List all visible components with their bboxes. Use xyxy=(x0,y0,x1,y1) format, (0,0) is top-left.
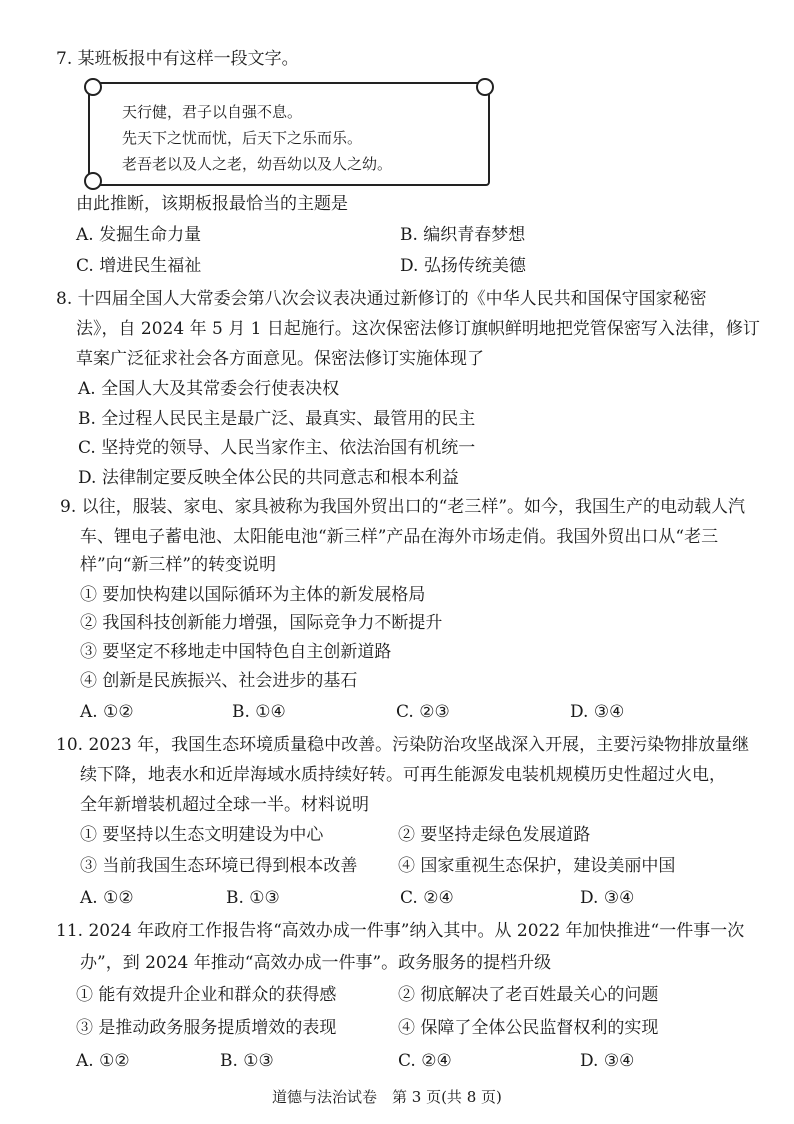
q8-line-2: 法》，自 2024 年 5 月 1 日起施行。这次保密法修订旗帜鲜明地把党管保密写入法律，修订 xyxy=(76,319,760,339)
q7-option-c: C. 增进民生福祉 xyxy=(76,256,202,276)
scroll-line-2: 先天下之忧而忧，后天下之乐而乐。 xyxy=(122,129,363,147)
q11-line-2: 办”，到 2024 年推动“高效办成一件事”。政务服务的提档升级 xyxy=(80,953,552,973)
q10-line-3: 全年新增装机超过全球一半。材料说明 xyxy=(80,795,369,815)
q9-line-2: 车、锂电子蓄电池、太阳能电池“新三样”产品在海外市场走俏。我国外贸出口从“老三 xyxy=(80,527,719,547)
q11-option-c: C. ②④ xyxy=(398,1051,452,1071)
q10-line-2: 续下降，地表水和近岸海域水质持续好转。可再生能源发电装机规模历史性超过火电， xyxy=(80,765,726,785)
q8-option-d: D. 法律制定要反映全体公民的共同意志和根本利益 xyxy=(78,468,459,488)
q10-option-d: D. ③④ xyxy=(580,888,635,908)
q9-statement-3: ③ 要坚定不移地走中国特色自主创新道路 xyxy=(80,642,392,662)
q9-option-d: D. ③④ xyxy=(570,702,625,722)
q7-option-b: B. 编织青春梦想 xyxy=(400,225,526,245)
q9-statement-1: ① 要加快构建以国际循环为主体的新发展格局 xyxy=(80,585,426,605)
q10-line-1: 10. 2023 年，我国生态环境质量稳中改善。污染防治攻坚战深入开展，主要污染物排放量继 xyxy=(56,735,750,755)
q10-statement-1: ① 要坚持以生态文明建设为中心 xyxy=(80,825,324,845)
q9-line-3: 样”向“新三样”的转变说明 xyxy=(80,555,277,575)
q7-option-a: A. 发掘生命力量 xyxy=(76,225,202,245)
q11-statement-3: ③ 是推动政务服务提质增效的表现 xyxy=(76,1018,337,1038)
q9-line-1: 9. 以往，服装、家电、家具被称为我国外贸出口的“老三样”。如今，我国生产的电动载人汽 xyxy=(60,497,746,517)
q11-statement-1: ① 能有效提升企业和群众的获得感 xyxy=(76,985,337,1005)
q8-line-1: 8. 十四届全国人大常委会第八次会议表决通过新修订的《中华人民共和国保守国家秘密 xyxy=(56,289,707,309)
q11-option-d: D. ③④ xyxy=(580,1051,635,1071)
q7-scroll-frame xyxy=(88,82,490,186)
q11-option-a: A. ①② xyxy=(76,1051,130,1071)
q8-line-3: 草案广泛征求社会各方面意见。保密法修订实施体现了 xyxy=(76,349,484,369)
scroll-curl-right-icon xyxy=(476,78,494,96)
q9-statement-4: ④ 创新是民族振兴、社会进步的基石 xyxy=(80,671,358,691)
q10-option-b: B. ①③ xyxy=(226,888,280,908)
q9-statement-2: ② 我国科技创新能力增强，国际竞争力不断提升 xyxy=(80,613,443,633)
q10-option-a: A. ①② xyxy=(80,888,134,908)
q8-option-b: B. 全过程人民民主是最广泛、最真实、最管用的民主 xyxy=(78,409,476,429)
q10-option-c: C. ②④ xyxy=(400,888,454,908)
q11-option-b: B. ①③ xyxy=(220,1051,274,1071)
q10-statement-4: ④ 国家重视生态保护，建设美丽中国 xyxy=(398,856,676,876)
scroll-line-3: 老吾老以及人之老，幼吾幼以及人之幼。 xyxy=(122,155,393,173)
q8-option-a: A. 全国人大及其常委会行使表决权 xyxy=(78,379,340,399)
scroll-line-1: 天行健，君子以自强不息。 xyxy=(122,103,303,121)
q9-option-c: C. ②③ xyxy=(396,702,450,722)
q8-option-c: C. 坚持党的领导、人民当家作主、依法治国有机统一 xyxy=(78,438,476,458)
q7-question: 由此推断，该期板报最恰当的主题是 xyxy=(76,194,348,214)
page-footer: 道德与法治试卷 第 3 页(共 8 页) xyxy=(272,1088,502,1106)
scroll-curl-top-icon xyxy=(84,78,102,96)
q7-option-d: D. 弘扬传统美德 xyxy=(400,256,526,276)
q11-statement-2: ② 彻底解决了老百姓最关心的问题 xyxy=(398,985,659,1005)
q11-line-1: 11. 2024 年政府工作报告将“高效办成一件事”纳入其中。从 2022 年加快推进“一件事一次 xyxy=(56,921,745,941)
q7-stem: 7. 某班板报中有这样一段文字。 xyxy=(56,49,299,69)
q10-statement-3: ③ 当前我国生态环境已得到根本改善 xyxy=(80,856,358,876)
q9-option-b: B. ①④ xyxy=(232,702,286,722)
q11-statement-4: ④ 保障了全体公民监督权利的实现 xyxy=(398,1018,659,1038)
q10-statement-2: ② 要坚持走绿色发展道路 xyxy=(398,825,591,845)
scroll-curl-bottom-icon xyxy=(84,172,102,190)
q9-option-a: A. ①② xyxy=(80,702,134,722)
